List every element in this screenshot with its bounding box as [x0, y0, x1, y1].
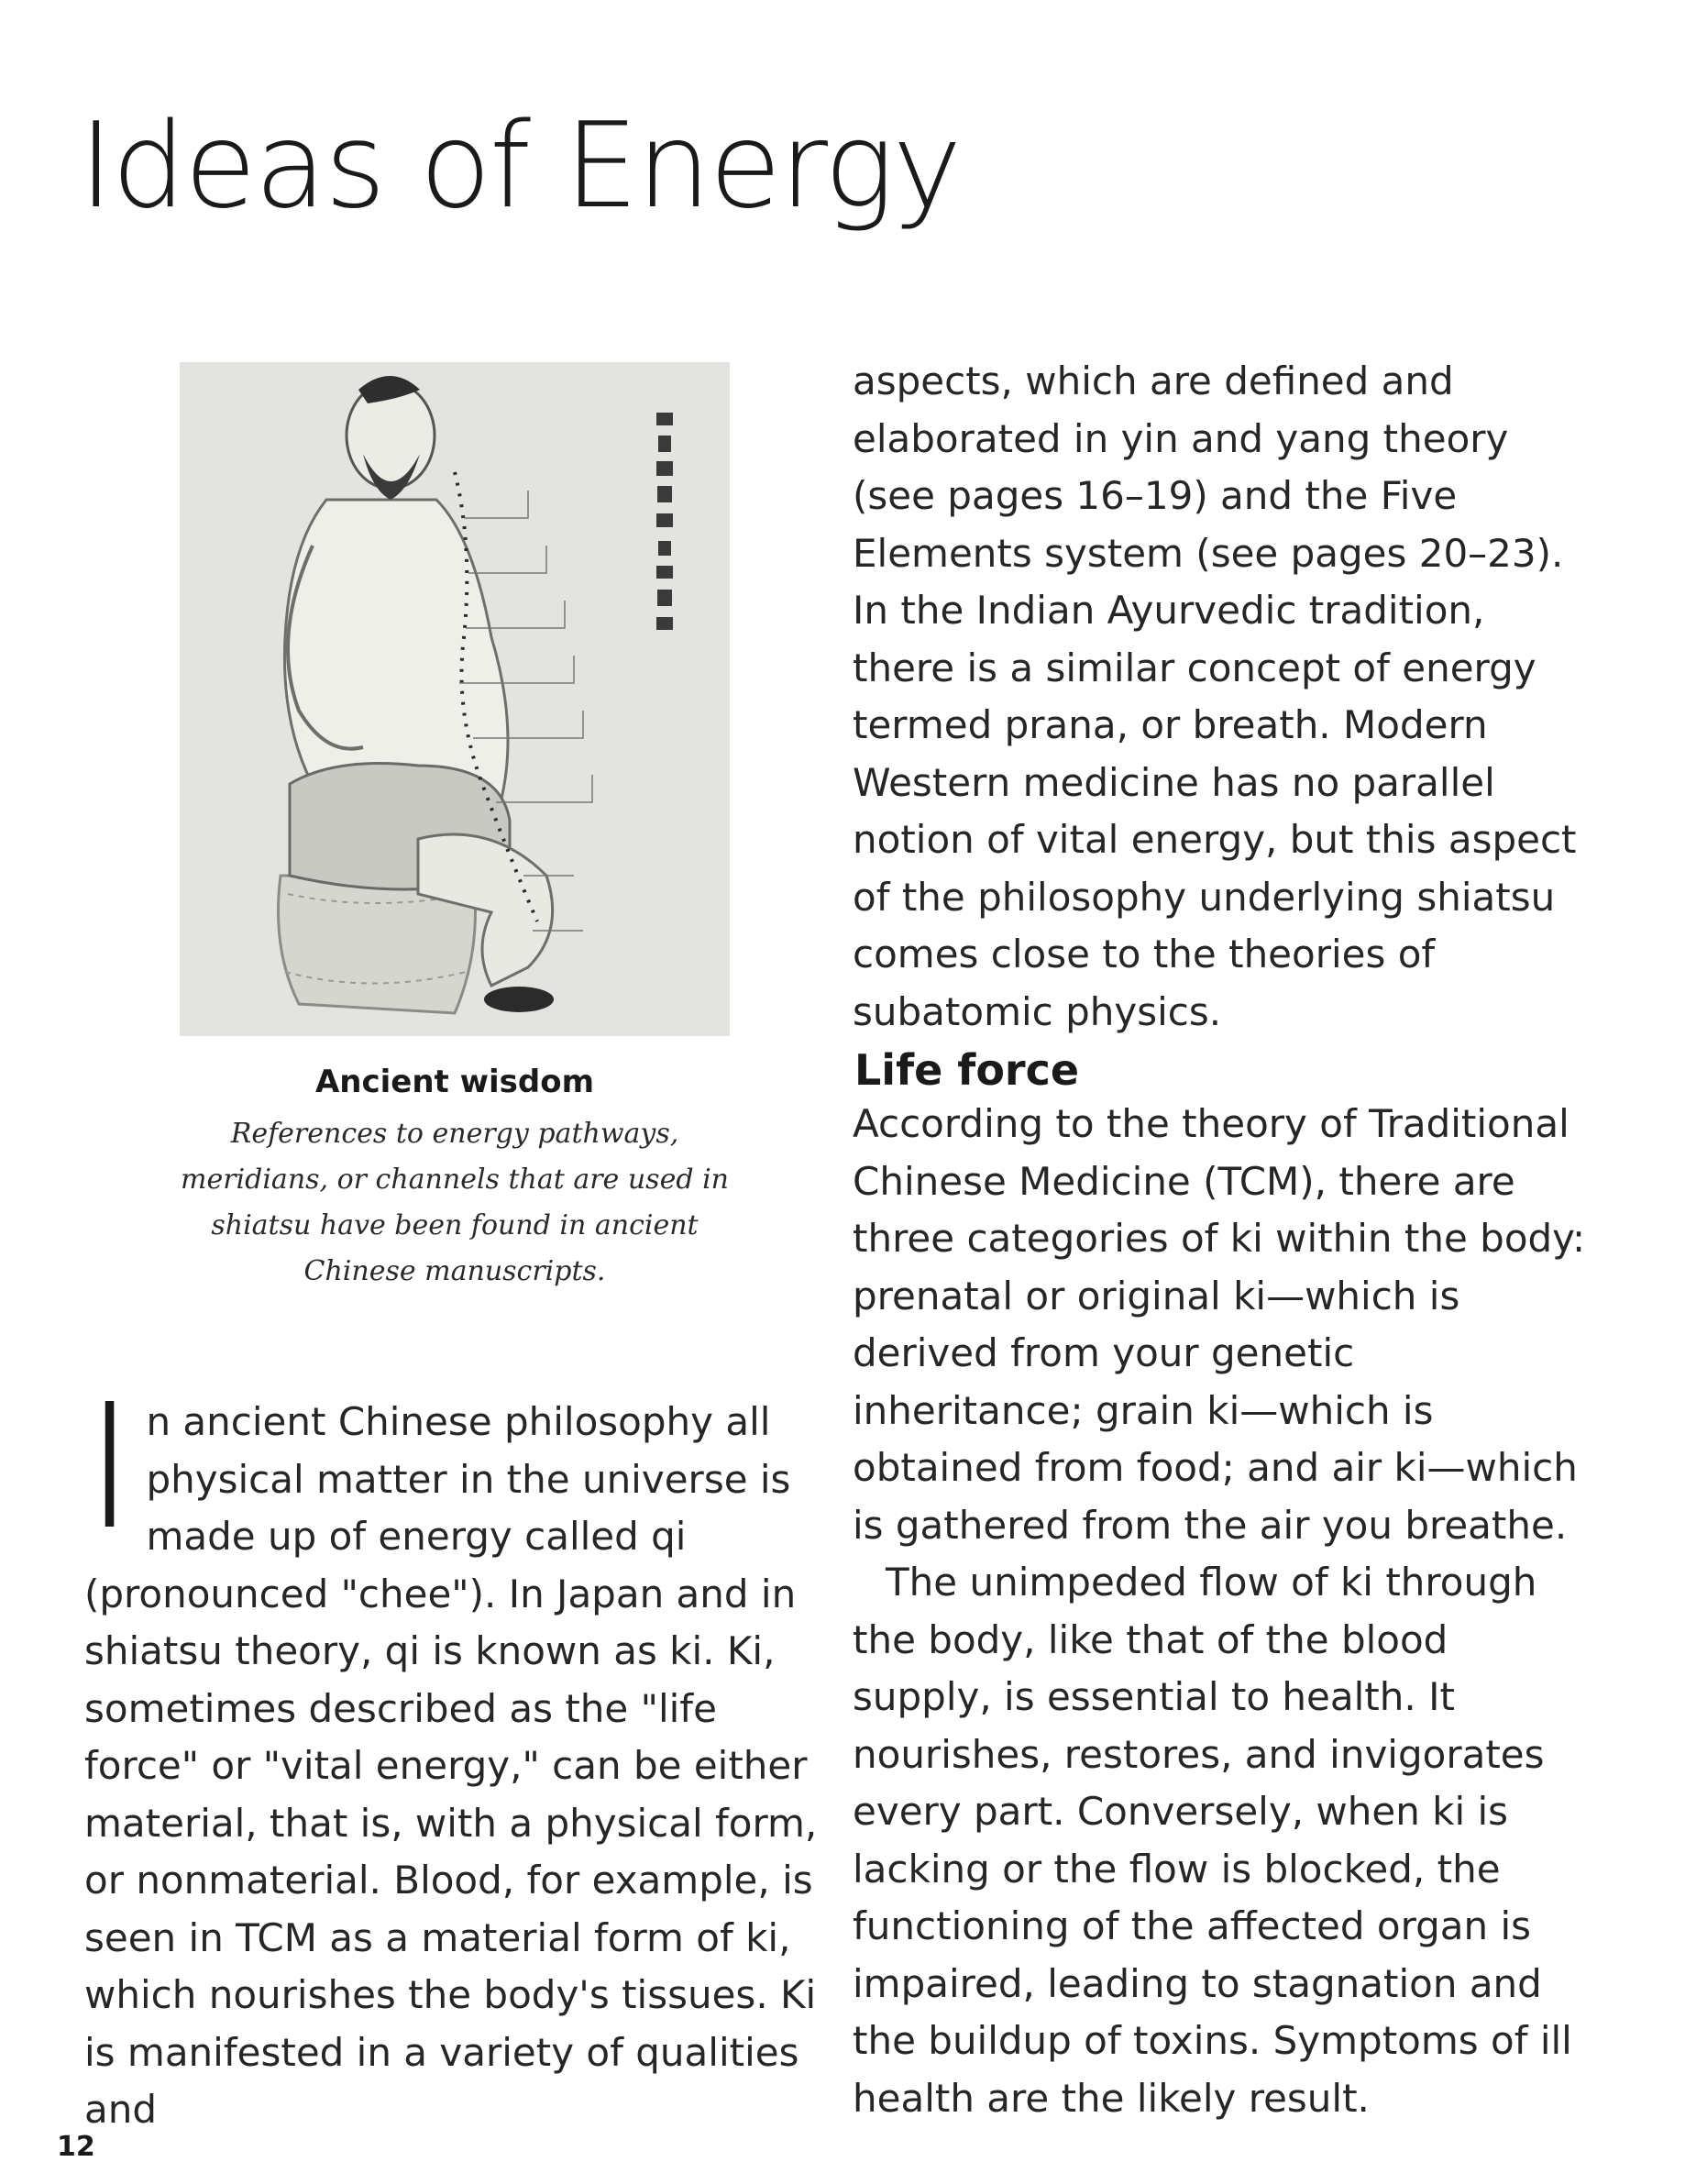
page-number: 12 [57, 2131, 95, 2163]
left-column-intro [84, 1367, 818, 2139]
meridian-illustration [180, 362, 730, 1036]
dropcap: I [84, 1367, 136, 1568]
caption-title: Ancient wisdom [314, 1064, 595, 1100]
intro-paragraph [84, 1367, 818, 2139]
intro-text: n ancient Chinese philosophy all physical matter in the universe is made up of energy called qi (pronounced "chee"). In Japan and in shiatsu theory, qi is known as ki. Ki, sometimes described as the "life force" or "vital energy," can be either material, that is, with a physical form, or nonmaterial. Blood, for example, is seen in TCM as a material form of ki, which nourishes the body's tissues. Ki is manifested in a variety of qualities and [84, 1399, 818, 2132]
paragraph: According to the theory of Traditional Chinese Medicine (TCM), there are three categories of ki within the body: prenatal or original ki—which is derived from your genetic inheritance; grain ki—which is obtained from food; and air ki—which is gathered from the air you breathe. [853, 1101, 1586, 1548]
section-heading-life-force: Life force [854, 1045, 1080, 1095]
caption-text: References to energy pathways, meridians, or channels that are used in shiatsu have been found in ancient Chinese manuscripts. [181, 1118, 729, 1287]
right-column-continuation [853, 353, 1586, 1041]
page-title: Ideas of Energy [79, 98, 961, 235]
right-column-life-force [853, 1096, 1586, 2127]
figure-caption [165, 1064, 744, 1295]
meridian-figure-drawing [180, 362, 730, 1036]
paragraph: The unimpeded flow of ki through the body, like that of the blood supply, is essential to health. It nourishes, restores, and invigorates every part. Conversely, when ki is lacking or the flow is blocked, the functioning of the affected organ is impaired, leading to stagnation and the buildup of toxins. Symptoms of ill health are the likely result. [853, 1560, 1572, 2121]
paragraph: aspects, which are defined and elaborated in yin and yang theory (see pages 16–19) and the Five Elements system (see pages 20–23). In the Indian Ayurvedic tradition, there is a similar concept of energy termed prana, or breath. Modern Western medicine has no parallel notion of vital energy, but this aspect of the philosophy underlying shiatsu comes close to the theories of subatomic physics. [853, 358, 1577, 1034]
